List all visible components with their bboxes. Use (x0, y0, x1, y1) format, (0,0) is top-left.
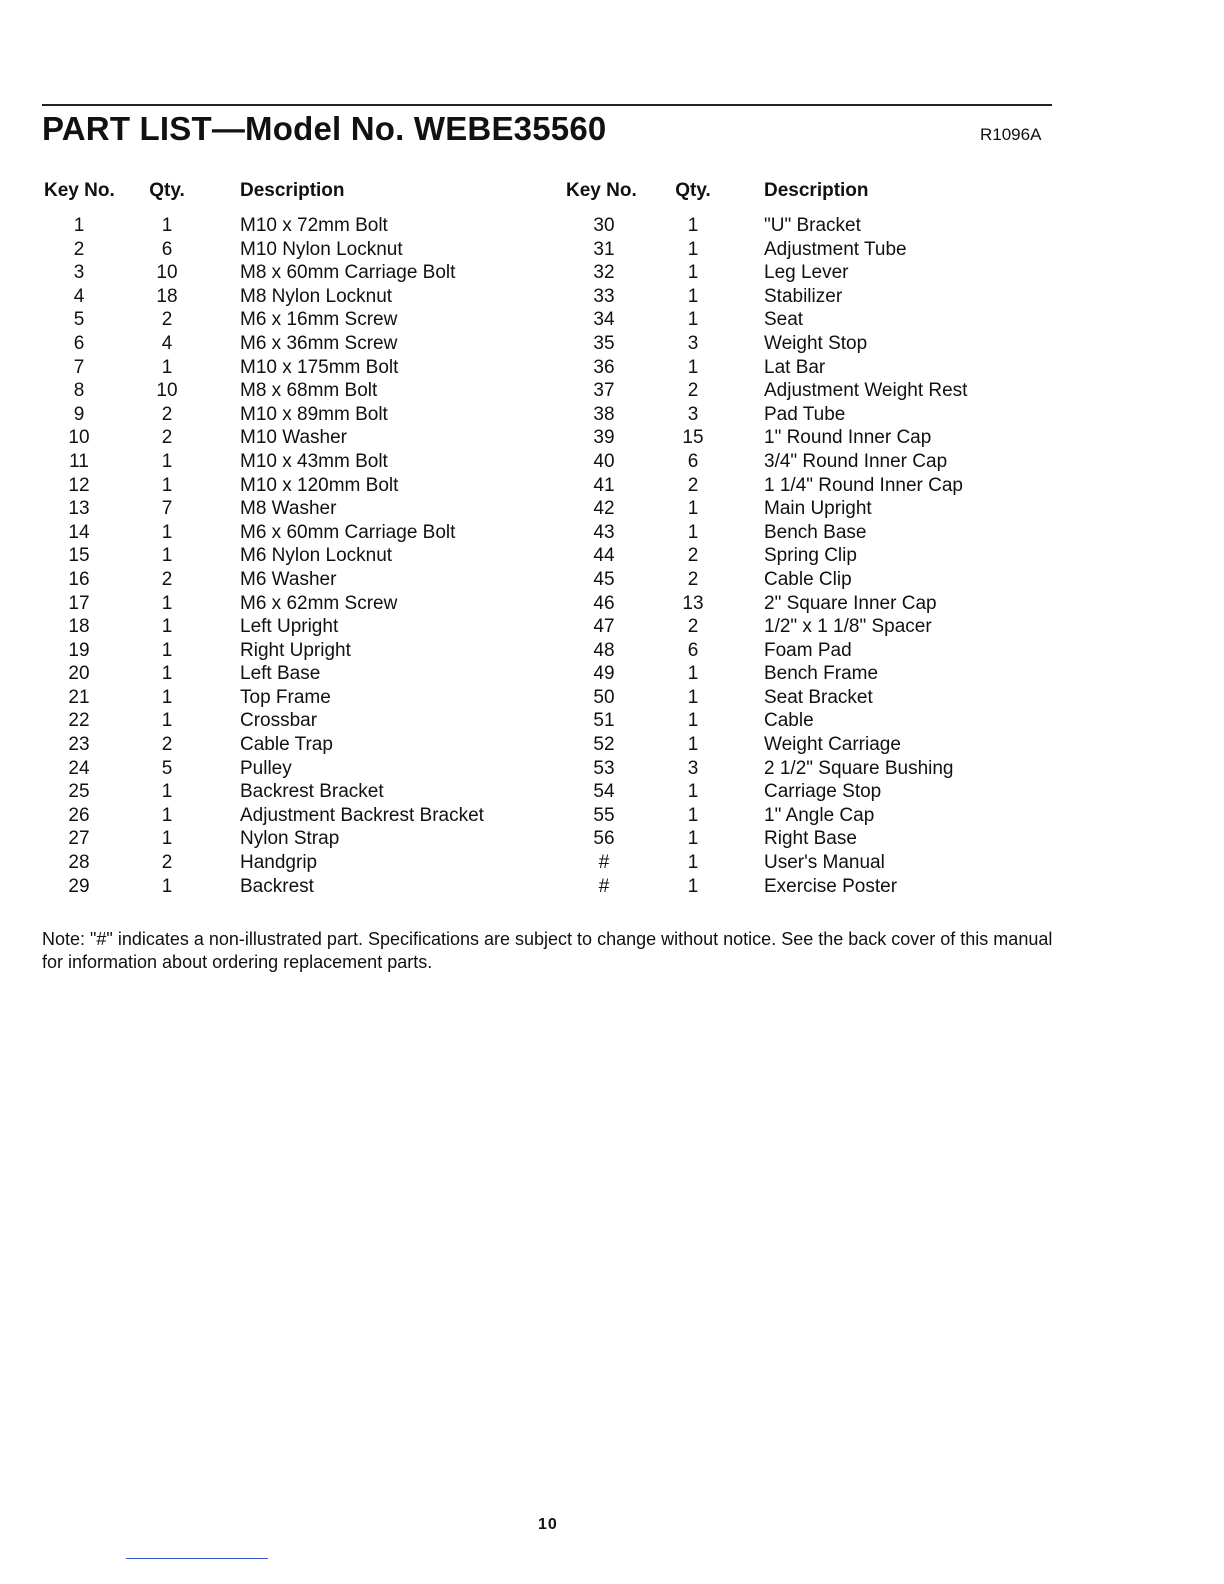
table-row (562, 544, 967, 568)
table-row (40, 356, 484, 380)
cell-description: Seat (764, 309, 804, 331)
cell-qty: 2 (161, 403, 173, 425)
cell-key-no: 13 (68, 498, 90, 520)
cell-key-no: 2 (73, 238, 85, 260)
cell-description: M10 x 120mm Bolt (240, 474, 399, 496)
cell-description: M6 Nylon Locknut (240, 545, 393, 567)
cell-qty: 1 (161, 521, 173, 543)
cell-description: M6 x 16mm Screw (240, 309, 398, 331)
cell-qty: 1 (687, 734, 699, 756)
cell-description: 1 1/4" Round Inner Cap (764, 474, 963, 496)
table-row (40, 521, 484, 545)
cell-key-no: 16 (68, 568, 90, 590)
column-header-qty: Qty. (675, 180, 711, 201)
table-row (562, 403, 967, 427)
cell-description: M10 x 72mm Bolt (240, 215, 388, 236)
table-row (562, 733, 967, 757)
cell-qty: 1 (161, 592, 173, 614)
parts-table-right-body (562, 214, 967, 898)
table-row (40, 308, 484, 332)
cell-key-no: 22 (68, 710, 90, 732)
page-number: 10 (538, 1516, 558, 1533)
cell-qty: 10 (156, 262, 178, 284)
cell-description: M10 Nylon Locknut (240, 238, 403, 260)
cell-description: Adjustment Weight Rest (764, 380, 968, 402)
column-header-qty: Qty. (149, 180, 185, 201)
table-row (40, 851, 484, 875)
table-row (40, 662, 484, 686)
cell-key-no: 36 (593, 356, 615, 378)
cell-key-no: # (598, 875, 610, 897)
cell-description: Foam Pad (764, 639, 852, 661)
cell-qty: 7 (161, 498, 173, 520)
cell-qty: 6 (687, 450, 699, 472)
table-row (562, 568, 967, 592)
cell-key-no: 15 (68, 545, 90, 567)
cell-key-no: 55 (593, 804, 615, 826)
cell-key-no: 29 (68, 875, 90, 897)
cell-description: Lat Bar (764, 356, 826, 378)
table-row (40, 497, 484, 521)
cell-key-no: 18 (68, 616, 90, 638)
cell-description: Crossbar (240, 710, 318, 732)
cell-key-no: 27 (68, 828, 90, 850)
cell-key-no: 40 (593, 450, 615, 472)
cell-description: Left Base (240, 663, 321, 685)
cell-qty: 2 (687, 616, 699, 638)
table-row (562, 804, 967, 828)
cell-key-no: 43 (593, 521, 615, 543)
bottom-rule (126, 1558, 268, 1559)
table-row (562, 780, 967, 804)
table-row (40, 780, 484, 804)
cell-qty: 1 (161, 474, 173, 496)
cell-key-no: 49 (593, 663, 615, 685)
cell-key-no: 14 (68, 521, 90, 543)
header-rule (42, 104, 1052, 106)
cell-qty: 1 (687, 285, 699, 307)
cell-description: Bench Base (764, 521, 867, 543)
cell-key-no: 39 (593, 427, 615, 449)
table-row (562, 851, 967, 875)
cell-description: M8 x 68mm Bolt (240, 380, 378, 402)
cell-qty: 1 (687, 781, 699, 803)
cell-qty: 6 (687, 639, 699, 661)
cell-qty: 1 (161, 450, 173, 472)
table-row (40, 238, 484, 262)
cell-qty: 1 (161, 356, 173, 378)
cell-key-no: 7 (73, 356, 85, 378)
cell-qty: 1 (161, 804, 173, 826)
table-row (562, 521, 967, 545)
cell-description: Bench Frame (764, 663, 879, 685)
table-row (562, 474, 967, 498)
cell-description: Handgrip (240, 852, 318, 874)
table-row (562, 615, 967, 639)
cell-description: Left Upright (240, 616, 339, 638)
cell-qty: 1 (687, 215, 699, 236)
cell-key-no: 10 (68, 427, 90, 449)
table-row (40, 709, 484, 733)
cell-description: M8 Washer (240, 498, 337, 520)
table-row (40, 285, 484, 309)
cell-qty: 1 (687, 498, 699, 520)
cell-key-no: 3 (73, 262, 85, 284)
cell-key-no: 54 (593, 781, 615, 803)
column-header-key-no: Key No. (566, 180, 637, 201)
table-row (40, 733, 484, 757)
table-header-row (562, 180, 967, 214)
cell-description: M10 x 43mm Bolt (240, 450, 388, 472)
cell-qty: 1 (161, 616, 173, 638)
cell-description: Nylon Strap (240, 828, 340, 850)
cell-description: 1" Angle Cap (764, 804, 875, 826)
cell-key-no: 9 (73, 403, 85, 425)
cell-qty: 1 (161, 663, 173, 685)
cell-description: Pulley (240, 757, 292, 779)
cell-key-no: 41 (593, 474, 615, 496)
table-row (562, 592, 967, 616)
cell-qty: 4 (161, 332, 173, 354)
table-row (40, 332, 484, 356)
cell-qty: 1 (687, 262, 699, 284)
cell-description: Pad Tube (764, 403, 846, 425)
cell-key-no: 30 (593, 215, 615, 236)
cell-qty: 1 (161, 781, 173, 803)
cell-qty: 2 (161, 309, 173, 331)
table-row (562, 261, 967, 285)
table-header-row (40, 180, 484, 214)
cell-description: 1" Round Inner Cap (764, 427, 932, 449)
cell-description: M8 Nylon Locknut (240, 285, 393, 307)
cell-key-no: 5 (73, 309, 85, 331)
cell-description: Right Upright (240, 639, 351, 661)
cell-key-no: 17 (68, 592, 90, 614)
cell-qty: 2 (161, 734, 173, 756)
cell-key-no: 25 (68, 781, 90, 803)
cell-qty: 1 (161, 545, 173, 567)
table-row (40, 686, 484, 710)
cell-key-no: 28 (68, 852, 90, 874)
cell-description: Cable Clip (764, 568, 852, 590)
cell-key-no: # (598, 852, 610, 874)
cell-qty: 1 (687, 521, 699, 543)
cell-key-no: 46 (593, 592, 615, 614)
reference-code: R1096A (980, 125, 1042, 144)
table-row (562, 426, 967, 450)
cell-key-no: 4 (73, 285, 85, 307)
cell-description: M6 Washer (240, 568, 337, 590)
table-row (40, 426, 484, 450)
cell-description: 2 1/2" Square Bushing (764, 757, 954, 779)
cell-key-no: 42 (593, 498, 615, 520)
cell-description: Top Frame (240, 686, 331, 708)
cell-description: M10 Washer (240, 427, 347, 449)
table-row (40, 639, 484, 663)
cell-qty: 18 (156, 285, 178, 307)
table-row (562, 238, 967, 262)
table-row (40, 592, 484, 616)
cell-key-no: 8 (73, 380, 85, 402)
cell-qty: 2 (161, 568, 173, 590)
cell-key-no: 34 (593, 309, 615, 331)
column-header-description: Description (240, 180, 345, 201)
cell-qty: 2 (687, 568, 699, 590)
table-row (40, 804, 484, 828)
cell-qty: 1 (687, 875, 699, 897)
table-row (562, 332, 967, 356)
cell-qty: 1 (161, 686, 173, 708)
cell-qty: 2 (687, 474, 699, 496)
cell-key-no: 48 (593, 639, 615, 661)
table-row (562, 686, 967, 710)
table-row (562, 450, 967, 474)
cell-qty: 1 (161, 828, 173, 850)
cell-key-no: 50 (593, 686, 615, 708)
cell-qty: 1 (687, 356, 699, 378)
table-row (562, 639, 967, 663)
cell-key-no: 24 (68, 757, 90, 779)
table-row (40, 214, 484, 238)
cell-description: Backrest (240, 875, 314, 897)
table-row (40, 875, 484, 899)
cell-key-no: 11 (69, 450, 89, 472)
column-header-key-no: Key No. (44, 180, 115, 201)
cell-key-no: 32 (593, 262, 615, 284)
table-row (562, 285, 967, 309)
cell-qty: 1 (687, 663, 699, 685)
cell-key-no: 19 (68, 639, 90, 661)
cell-key-no: 52 (593, 734, 615, 756)
table-row (562, 356, 967, 380)
cell-description: Right Base (764, 828, 857, 850)
cell-description: Main Upright (764, 498, 872, 520)
cell-description: Carriage Stop (764, 781, 882, 803)
cell-key-no: 1 (73, 215, 85, 236)
cell-qty: 15 (682, 427, 704, 449)
table-row (562, 875, 967, 899)
cell-key-no: 20 (68, 663, 90, 685)
cell-key-no: 35 (593, 332, 615, 354)
cell-key-no: 47 (593, 616, 615, 638)
table-row (40, 757, 484, 781)
parts-table-left (40, 180, 484, 898)
cell-key-no: 45 (593, 568, 615, 590)
cell-description: "U" Bracket (764, 215, 861, 236)
cell-description: Backrest Bracket (240, 781, 384, 803)
cell-description: Adjustment Tube (764, 238, 907, 260)
cell-qty: 1 (687, 804, 699, 826)
table-row (562, 757, 967, 781)
cell-key-no: 37 (593, 380, 615, 402)
cell-qty: 2 (687, 380, 699, 402)
cell-qty: 2 (161, 852, 173, 874)
cell-description: User's Manual (764, 852, 885, 874)
cell-qty: 2 (161, 427, 173, 449)
cell-description: Weight Carriage (764, 734, 901, 756)
cell-description: Leg Lever (764, 262, 849, 284)
table-row (40, 450, 484, 474)
table-row (562, 662, 967, 686)
table-row (562, 709, 967, 733)
cell-qty: 10 (156, 380, 178, 402)
table-row (562, 214, 967, 238)
cell-qty: 1 (161, 710, 173, 732)
cell-key-no: 26 (68, 804, 90, 826)
cell-description: M8 x 60mm Carriage Bolt (240, 262, 456, 284)
cell-qty: 3 (687, 332, 699, 354)
cell-description: M10 x 89mm Bolt (240, 403, 388, 425)
cell-qty: 1 (161, 215, 173, 236)
cell-description: 3/4" Round Inner Cap (764, 450, 948, 472)
parts-table-right (562, 180, 967, 898)
cell-description: M6 x 62mm Screw (240, 592, 398, 614)
cell-qty: 1 (687, 238, 699, 260)
cell-qty: 3 (687, 757, 699, 779)
page-title: PART LIST—Model No. WEBE35560 (42, 110, 607, 147)
cell-description: Adjustment Backrest Bracket (240, 804, 484, 826)
cell-qty: 3 (687, 403, 699, 425)
cell-description: M6 x 36mm Screw (240, 332, 398, 354)
table-row (40, 474, 484, 498)
cell-key-no: 51 (593, 710, 615, 732)
cell-description: Exercise Poster (764, 875, 898, 897)
cell-qty: 1 (687, 309, 699, 331)
cell-description: M6 x 60mm Carriage Bolt (240, 521, 456, 543)
cell-description: Seat Bracket (764, 686, 873, 708)
table-row (40, 544, 484, 568)
table-row (562, 379, 967, 403)
cell-qty: 1 (161, 639, 173, 661)
cell-description: Cable Trap (240, 734, 333, 756)
cell-description: Cable (764, 710, 814, 732)
cell-qty: 2 (687, 545, 699, 567)
cell-qty: 13 (682, 592, 704, 614)
table-row (40, 568, 484, 592)
cell-description: 2" Square Inner Cap (764, 592, 937, 614)
cell-key-no: 56 (593, 828, 615, 850)
cell-key-no: 23 (68, 734, 90, 756)
cell-description: M10 x 175mm Bolt (240, 356, 399, 378)
cell-description: Stabilizer (764, 285, 843, 307)
footnote: Note: "#" indicates a non-illustrated part. Specifications are subject to change without notice. See the back cover of this manual for information about ordering replacement parts. (42, 929, 1053, 972)
cell-qty: 1 (161, 875, 173, 897)
table-row (40, 615, 484, 639)
cell-description: 1/2" x 1 1/8" Spacer (764, 616, 932, 638)
cell-key-no: 12 (68, 474, 90, 496)
cell-key-no: 44 (593, 545, 615, 567)
cell-qty: 5 (161, 757, 173, 779)
parts-table-left-body (40, 214, 484, 898)
table-row (40, 379, 484, 403)
cell-description: Weight Stop (764, 332, 868, 354)
table-row (40, 261, 484, 285)
cell-key-no: 38 (593, 403, 615, 425)
cell-key-no: 31 (593, 238, 615, 260)
cell-qty: 6 (161, 238, 173, 260)
table-row (562, 497, 967, 521)
cell-qty: 1 (687, 828, 699, 850)
cell-qty: 1 (687, 710, 699, 732)
cell-key-no: 6 (73, 332, 85, 354)
cell-key-no: 53 (593, 757, 615, 779)
table-row (562, 827, 967, 851)
table-row (40, 827, 484, 851)
cell-key-no: 21 (68, 686, 90, 708)
table-row (40, 403, 484, 427)
table-row (562, 308, 967, 332)
column-header-description: Description (764, 180, 869, 201)
cell-qty: 1 (687, 852, 699, 874)
cell-description: Spring Clip (764, 545, 857, 567)
cell-qty: 1 (687, 686, 699, 708)
cell-key-no: 33 (593, 285, 615, 307)
